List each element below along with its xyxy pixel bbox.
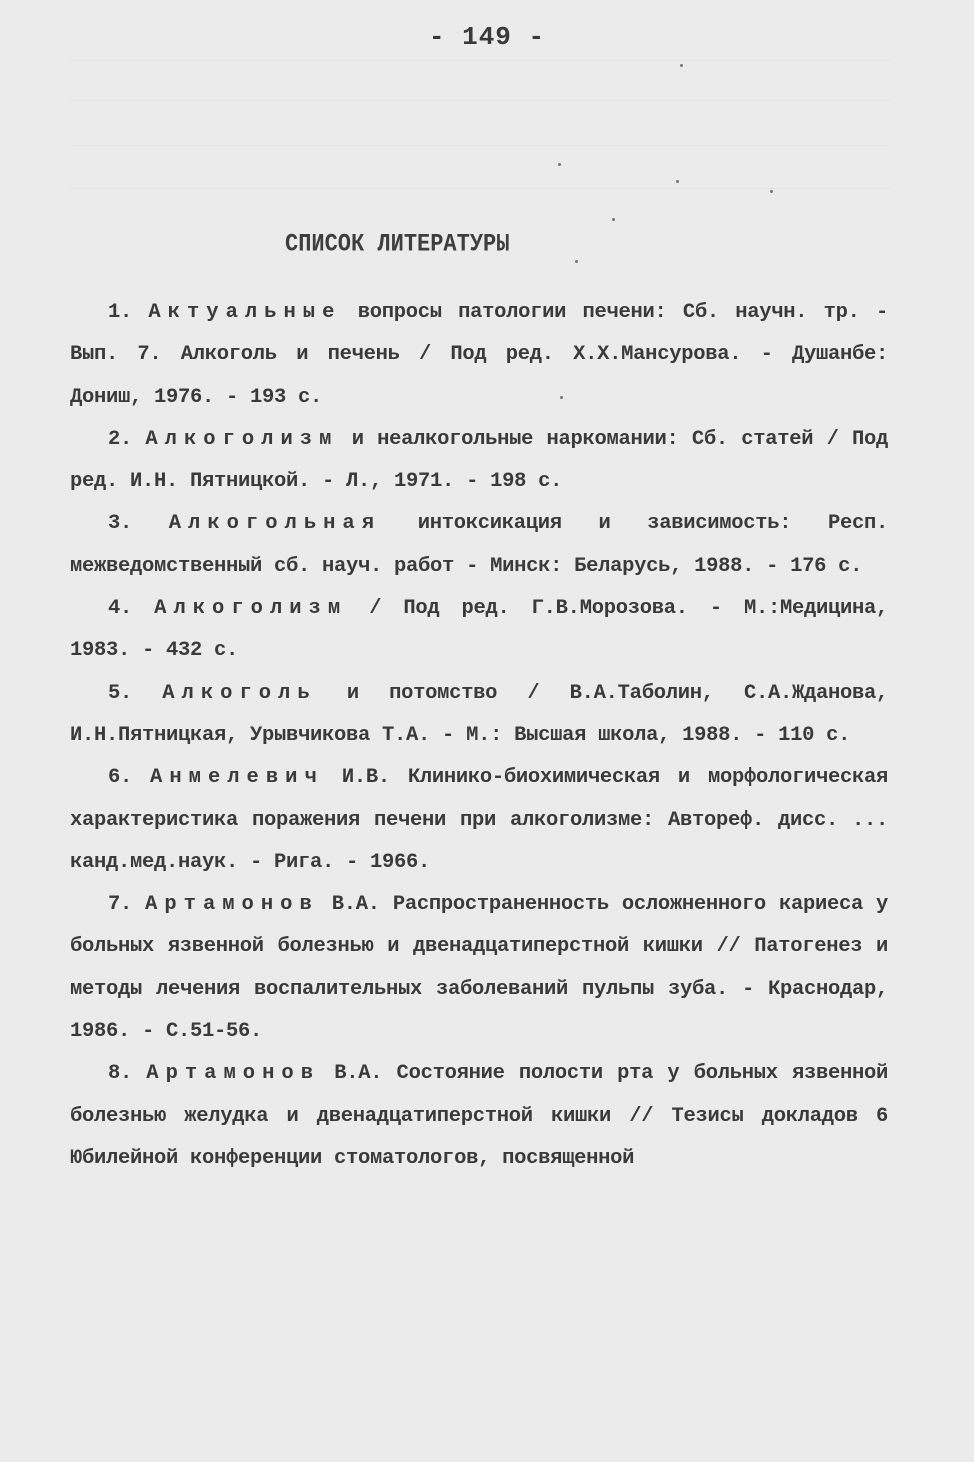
reference-entry	[70, 1053, 888, 1180]
reference-number: 8.	[108, 1062, 147, 1086]
reference-text: и потомство / В.А.Таболин, С.А.Жданова, И.Н.Пятницкая, Урывчикова Т.А. - М.: Высшая школа, 1988. - 110 с.	[70, 681, 888, 747]
reference-entry	[70, 503, 888, 588]
reference-entry	[70, 419, 888, 504]
reference-list	[70, 292, 888, 1180]
reference-text: / Под ред. Г.В.Морозова. - М.:Медицина, 1983. - 432 с.	[70, 597, 888, 663]
section-title: СПИСОК ЛИТЕРАТУРЫ	[285, 230, 510, 259]
reference-text: вопросы патологии печени: Сб. научн. тр. - Вып. 7. Алкоголь и печень / Под ред. Х.Х.Мансурова. - Душанбе: Дониш, 1976. - 193 с.	[70, 301, 888, 409]
reference-entry	[70, 588, 888, 673]
reference-text: интоксикация и зависимость: Респ. межведомственный сб. науч. работ - Минск: Беларусь, 1988. - 176 с.	[70, 512, 888, 578]
scan-speck	[676, 180, 679, 183]
reference-text: и неалкогольные наркомании: Сб. статей / Под ред. И.Н. Пятницкой. - Л., 1971. - 198 с.	[70, 427, 888, 494]
reference-lead-word: Актуальные	[148, 301, 342, 324]
reference-text: И.В. Клинико-биохимическая и морфологическая характеристика поражения печени при алкоголизме: Автореф. дисс. ... канд.мед.наук. - Рига. - 1966.	[70, 766, 888, 874]
bleed-through-line	[70, 100, 890, 101]
scan-speck	[558, 163, 561, 166]
scan-speck	[575, 260, 578, 263]
reference-entry	[70, 292, 888, 419]
scan-speck	[770, 190, 773, 193]
reference-entry	[70, 673, 888, 758]
reference-lead-word: Алкоголь	[162, 681, 317, 705]
bleed-through-line	[70, 188, 890, 189]
reference-number: 6.	[108, 766, 151, 790]
reference-entry	[70, 884, 888, 1053]
scan-speck	[680, 64, 683, 67]
page-number: - 149 -	[428, 22, 546, 52]
reference-entry	[70, 757, 888, 884]
reference-lead-word: Алкоголизм	[154, 597, 348, 621]
reference-lead-word: Артамонов	[146, 1062, 320, 1086]
reference-text: В.А. Распространенность осложненного кариеса у больных язвенной болезнью и двенадцатиперстной кишки // Патогенез и методы лечения воспалительных заболеваний пульпы зуба. - Краснодар, 1986. - С.51-56.	[70, 893, 888, 1044]
reference-number: 7.	[108, 893, 146, 917]
bleed-through-line	[70, 60, 890, 61]
reference-lead-word: Артамонов	[145, 893, 319, 917]
reference-lead-word: Алкоголизм	[145, 427, 339, 451]
reference-text: В.А. Состояние полости рта у больных язвенной болезнью желудка и двенадцатиперстной кишки // Тезисы докладов 6 Юбилейной конференции стоматологов, посвященной	[70, 1062, 888, 1170]
scan-speck	[612, 218, 615, 221]
reference-number: 1.	[108, 301, 149, 324]
reference-lead-word: Анмелевич	[150, 766, 324, 790]
reference-lead-word: Алкогольная	[168, 512, 382, 536]
reference-number: 4.	[108, 597, 155, 621]
reference-number: 2.	[108, 427, 146, 451]
reference-number: 5.	[108, 681, 163, 705]
bleed-through-line	[70, 145, 890, 146]
reference-number: 3.	[108, 512, 169, 536]
